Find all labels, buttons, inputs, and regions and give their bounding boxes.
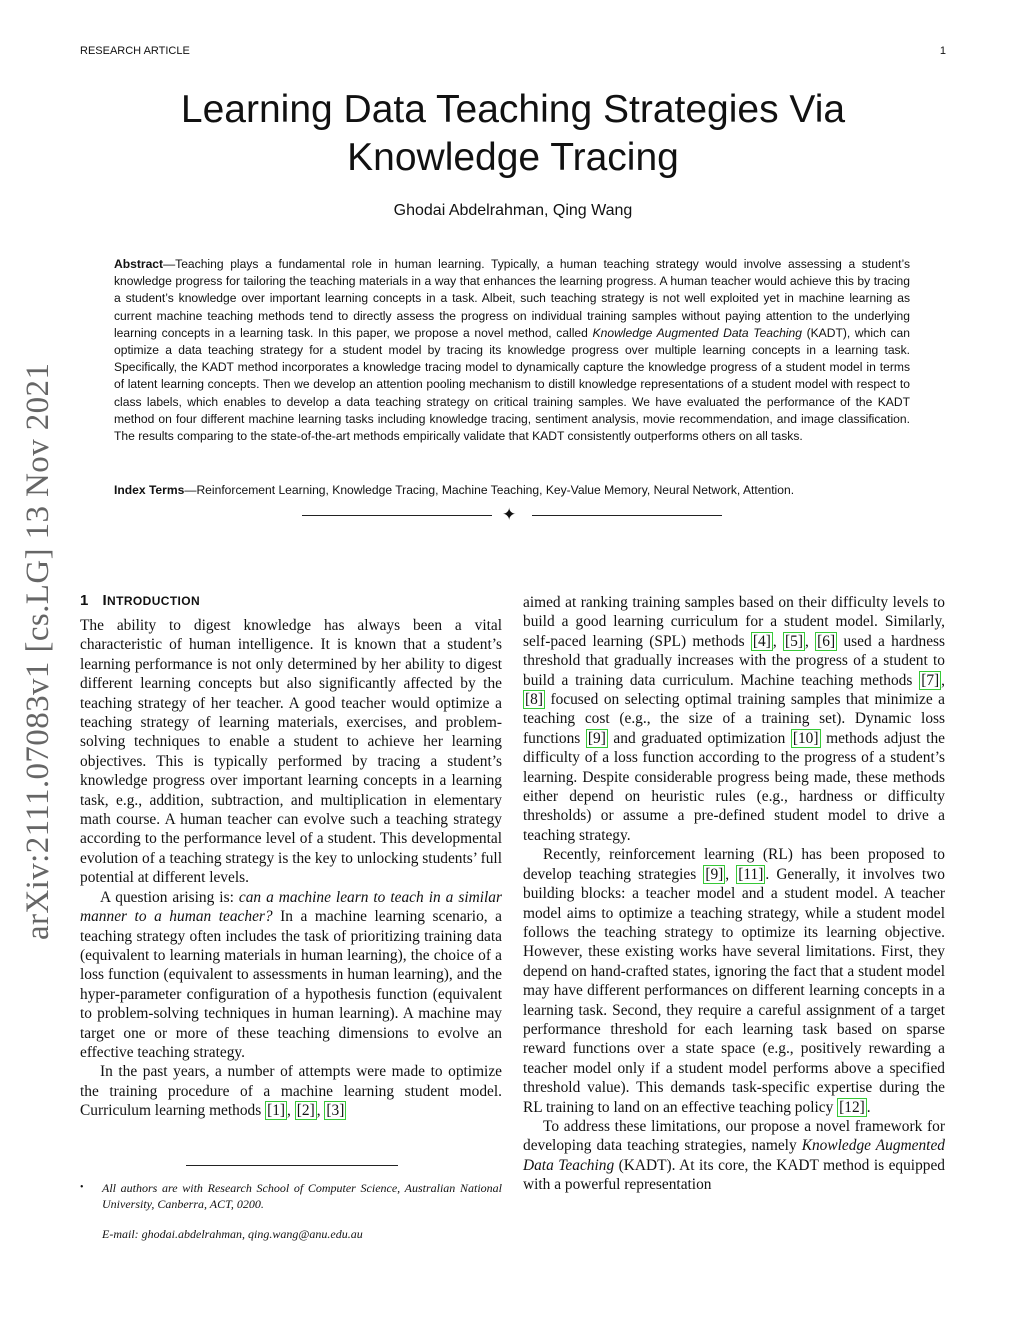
intro-paragraph-1: The ability to digest knowledge has always been a vital characteristic of human intelligence. It is known that a student’s learning performance is not only determined by her ability to digest different learning concepts but also significantly affected by the teaching strategy of her teacher. A good teacher would optimize a teaching strategy of learning materials, exercises, and problem-solving techniques to enable a student to achieve her learning objectives. This is typically performed by tracing a student’s knowledge progress over important learning concepts in a learning task, e.g., addition, subtraction, and multiplication in elementary math course. A human teacher can evolve such a teaching strategy according to the performance level of a student. This developmental evolution of a teaching strategy is the key to unlocking students’ full potential at different levels. bbox=[80, 617, 502, 887]
section-number: 1 bbox=[80, 592, 89, 609]
right-p3-text-a: To address these limitations, our propose a novel framework for developing data teaching strategies, namely bbox=[523, 1117, 945, 1155]
abstract-text-2: (KADT), which can optimize a data teaching strategy for a student model by tracing its knowledge progress over multiple learning concepts in a learning task. Specifically, the KADT method incorporates a knowledge tracing model to dynamically capture the knowledge progress of a student model in terms of latent learning concepts. Then we develop an attention pooling mechanism to distill knowledge representations of a student model with respect to class labels, which enables to develop a data teaching strategy on critical training samples. We have evaluated the performance of the KADT method on four different machine learning tasks including knowledge tracing, sentiment analysis, movie recommendation, and image classification. The results comparing to the state-of-the-art methods empirically validate that KADT consistently outperforms others on all tasks. bbox=[114, 325, 910, 444]
citation-link[interactable]: [9] bbox=[587, 729, 606, 747]
running-header bbox=[80, 45, 946, 57]
section-separator bbox=[300, 506, 724, 526]
citation-link[interactable]: [1] bbox=[267, 1102, 286, 1120]
intro-p3-text: In the past years, a number of attempts were made to optimize the training procedure of a machine learning student model. Curriculum learning methods bbox=[80, 1063, 502, 1120]
abstract-method-name: Knowledge Augmented Data Teaching bbox=[592, 325, 802, 340]
arxiv-identifier[interactable]: arXiv:2111.07083v1 [cs.LG] 13 Nov 2021 bbox=[20, 362, 56, 940]
index-terms bbox=[114, 482, 924, 499]
citation-link[interactable]: [10] bbox=[792, 729, 819, 747]
running-header-label: RESEARCH ARTICLE bbox=[80, 45, 190, 57]
intro-p2-body: In a machine learning scenario, a teaching strategy often includes the task of prioritizing training data (equivalent to learning materials in human learning), the choice of a loss function (equivalent to assessments in human learning), and the hyper-parameter configuration of a hypothesis function (equivalent to problem-solving techniques in human learning). A machine may target one or more of these teaching dimensions to evolve an effective teaching strategy. bbox=[80, 908, 502, 1061]
citation-link[interactable]: [9] bbox=[705, 865, 724, 883]
right-p1-text-e: methods adjust the difficulty of a loss function according to the progress of a student’s learning. Despite considerable progress being made, these methods either depend on heuristic rules (e.g., hardness or difficulty thresholds) or assume a pre-defined student model to drive a teaching strategy. bbox=[523, 729, 945, 844]
intro-paragraph-3: In the past years, a number of attempts were made to optimize the training procedure of a machine learning student model. Curriculum learning methods [1] , [2] , [3] bbox=[80, 1063, 502, 1120]
right-p2-text-c: . bbox=[866, 1098, 871, 1116]
right-p2-text-a: Recently, reinforcement learning (RL) has been proposed to develop teaching strategies bbox=[523, 846, 945, 883]
paper-title bbox=[80, 86, 946, 182]
index-terms-label: Index Terms bbox=[114, 483, 185, 497]
right-column bbox=[523, 593, 945, 1195]
left-column bbox=[80, 590, 502, 1121]
title-line-2: Knowledge Tracing bbox=[347, 136, 679, 179]
right-paragraph-3 bbox=[523, 1117, 945, 1195]
footnote bbox=[80, 1180, 502, 1242]
footnote-bullet-icon: • bbox=[80, 1182, 84, 1193]
separator-rule-right bbox=[532, 515, 722, 516]
footnote-email: E-mail: ghodai.abdelrahman, qing.wang@anu.edu.au bbox=[102, 1227, 363, 1241]
separator-rule-left bbox=[302, 515, 492, 516]
author-list: Ghodai Abdelrahman, Qing Wang bbox=[393, 202, 633, 219]
right-p1-text-a: aimed at ranking training samples based on their difficulty levels to build a good learning curriculum for a student model. Similarly, self-paced learning (SPL) methods bbox=[523, 594, 945, 650]
footnote-rule bbox=[186, 1165, 398, 1166]
abstract-text-1: —Teaching plays a fundamental role in human learning. Typically, a human teaching strategy would involve assessing a student’s knowledge progress for tailoring the teaching materials in a way that enhances the learning progress. A human teacher would achieve this by tracing a student’s knowledge over important learning concepts in a task. Albeit, such teaching strategy is not well exploited yet in machine learning as current machine teaching methods tend to directly assess the progress on individual training samples without paying attention to the underlying learning concepts in a learning task. In this paper, we propose a novel method, called bbox=[114, 257, 910, 340]
section-title-rest: NTRODUCTION bbox=[107, 594, 201, 608]
citation-link[interactable]: [7] bbox=[921, 671, 940, 689]
right-p1-text-b: used a hardness threshold that gradually increases with the progress of a student to build a training data curriculum. Machine teaching methods bbox=[523, 632, 945, 689]
right-p2-text-b: . Generally, it involves two building blocks: a teacher model and a student model. A teacher model aims to optimize a teaching strategy, while a student model follows the teaching strategy to optimize its learning objective. However, these existing works have several limitations. First, they depend on hand-crafted states, ignoring the fact that a student model may have different performances on different learning concepts in a learning task. Second, they require a careful assignment of a target performance threshold for each learning task based on sparse reward functions over a state space (e.g., positively rewarding a teacher model only if a student model performs above a specified threshold value). This demands task-specific expertise during the RL training to land on an effective teaching policy bbox=[523, 865, 945, 1116]
abstract-label: Abstract bbox=[114, 257, 164, 271]
right-paragraph-1: aimed at ranking training samples based on their difficulty levels to build a good learning curriculum for a student model. Similarly, self-paced learning (SPL) methods [4] , [5] , [6] used a hardness threshold that gradually increases with the progress of a student to build a training data curriculum. Machine teaching methods [7] , [8] focused on selecting optimal training samples that minimize a teaching cost (e.g., the size of a training set). Dynamic loss functions [9] and graduated optimization [10] methods adjust the difficulty of a loss function according to the progress of a student’s learning. Despite considerable progress being made, these methods either depend on heuristic rules (e.g., hardness or difficulty thresholds) or assume a pre-defined student model to drive a teaching strategy. bbox=[523, 594, 945, 844]
page-number: 1 bbox=[939, 45, 946, 57]
right-p1-text-d: and graduated optimization bbox=[607, 729, 791, 747]
citation-link[interactable]: [11] bbox=[738, 865, 764, 883]
citation-link[interactable]: [8] bbox=[525, 691, 543, 709]
section-title-initial: I bbox=[102, 592, 108, 609]
abstract bbox=[114, 256, 910, 445]
intro-question: can a machine learn to teach in a similar manner to a human teacher? bbox=[80, 888, 502, 926]
citation-link[interactable]: [6] bbox=[817, 632, 836, 650]
section-heading-introduction bbox=[80, 590, 502, 612]
separator-diamond-icon: ✦ bbox=[502, 505, 517, 524]
right-paragraph-2: Recently, reinforcement learning (RL) has been proposed to develop teaching strategies [9] , [11] . Generally, it involves two building blocks: a teacher model and a student model. A teacher model aims to optimize a teaching strategy, while a student model follows the teaching strategy to optimize its learning objective. However, these existing works have several limitations. First, they depend on hand-crafted states, ignoring the fact that a student model may have different performances on different learning concepts in a learning task. Second, they require a careful assignment of a target performance threshold for each learning task based on sparse reward functions over a state space (e.g., positively rewarding a teacher model only if a student model performs above a specified threshold value). This demands task-specific expertise during the RL training to land on an effective teaching policy [12] . bbox=[523, 846, 945, 1116]
right-p3-text-b: (KADT). At its core, the KADT method is equipped with a powerful representation bbox=[523, 1156, 946, 1194]
citation-link[interactable]: [5] bbox=[785, 632, 803, 650]
index-terms-text: —Reinforcement Learning, Knowledge Tracing, Machine Teaching, Key-Value Memory, Neural Network, Attention. bbox=[184, 483, 795, 497]
citation-link[interactable]: [3] bbox=[326, 1102, 345, 1120]
citation-link[interactable]: [4] bbox=[752, 632, 771, 650]
intro-paragraph-2 bbox=[80, 888, 502, 1063]
citation-link[interactable]: [2] bbox=[296, 1102, 315, 1120]
right-p3-method-name: Knowledge Augmented Data Teaching bbox=[523, 1137, 945, 1174]
footnote-affiliation: All authors are with Research School of Computer Science, Australian National University, Canberra, ACT, 0200. bbox=[102, 1181, 502, 1211]
right-p1-text-c: focused on selecting optimal training samples that minimize a teaching cost (e.g., the size of a training set). Dynamic loss functions bbox=[523, 691, 945, 747]
intro-p2-lead: A question arising is: bbox=[100, 888, 239, 906]
citation-link[interactable]: [12] bbox=[839, 1098, 865, 1116]
title-line-1: Learning Data Teaching Strategies Via bbox=[180, 88, 846, 131]
